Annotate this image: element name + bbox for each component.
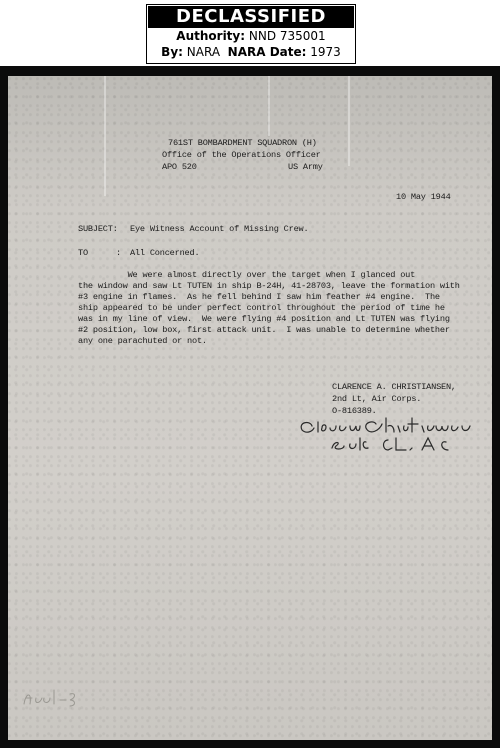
body-line: We were almost directly over the target when I glanced out <box>78 270 416 280</box>
scan-streak <box>268 76 270 136</box>
subject-label: SUBJECT: <box>78 224 118 234</box>
pencil-annotation <box>20 686 90 710</box>
letterhead-office: Office of the Operations Officer <box>162 150 321 160</box>
declassified-stamp <box>146 4 356 64</box>
stamp-by-value: NARA <box>186 45 221 59</box>
to-colon: : <box>116 248 121 258</box>
to-label: TO <box>78 248 88 258</box>
body-line: #2 position, low box, first attack unit. I was unable to determine whether <box>78 325 450 335</box>
stamp-authority-value: NND 735001 <box>248 29 326 43</box>
signer-rank: 2nd Lt, Air Corps. <box>332 394 422 404</box>
scanned-page-border <box>0 66 500 748</box>
scan-streak <box>104 76 106 196</box>
subject-value: Eye Witness Account of Missing Crew. <box>130 224 309 234</box>
scan-streak <box>348 76 350 166</box>
body-line: ship appeared to be under perfect control throughout the period of time he <box>78 303 445 313</box>
stamp-by-line <box>147 44 355 60</box>
document-date: 10 May 1944 <box>396 192 451 202</box>
to-value: All Concerned. <box>130 248 200 258</box>
body-line: the window and saw Lt TUTEN in ship B-24H, 41-28703, leave the formation with <box>78 281 460 291</box>
letterhead-army: US Army <box>288 162 323 172</box>
document-paper <box>8 76 492 740</box>
signer-name: CLARENCE A. CHRISTIANSEN, <box>332 382 456 392</box>
letterhead-apo: APO 520 <box>162 162 197 172</box>
body-line: #3 engine in flames. As he fell behind I saw him feather #4 engine. The <box>78 292 440 302</box>
body-line: any one parachuted or not. <box>78 336 207 346</box>
signer-serial: O-816389. <box>332 406 377 416</box>
stamp-authority-line <box>147 28 355 44</box>
stamp-authority-label: Authority: <box>176 29 246 43</box>
body-line: was in my line of view. We were flying #4 position and Lt TUTEN was flying <box>78 314 450 324</box>
stamp-date-value: 1973 <box>310 45 341 59</box>
stamp-title: DECLASSIFIED <box>148 6 354 28</box>
stamp-by-label: By: <box>161 45 183 59</box>
letterhead-squadron: 761ST BOMBARDMENT SQUADRON (H) <box>168 138 317 148</box>
stamp-date-label: NARA Date: <box>227 45 307 59</box>
handwritten-signature <box>296 414 492 454</box>
